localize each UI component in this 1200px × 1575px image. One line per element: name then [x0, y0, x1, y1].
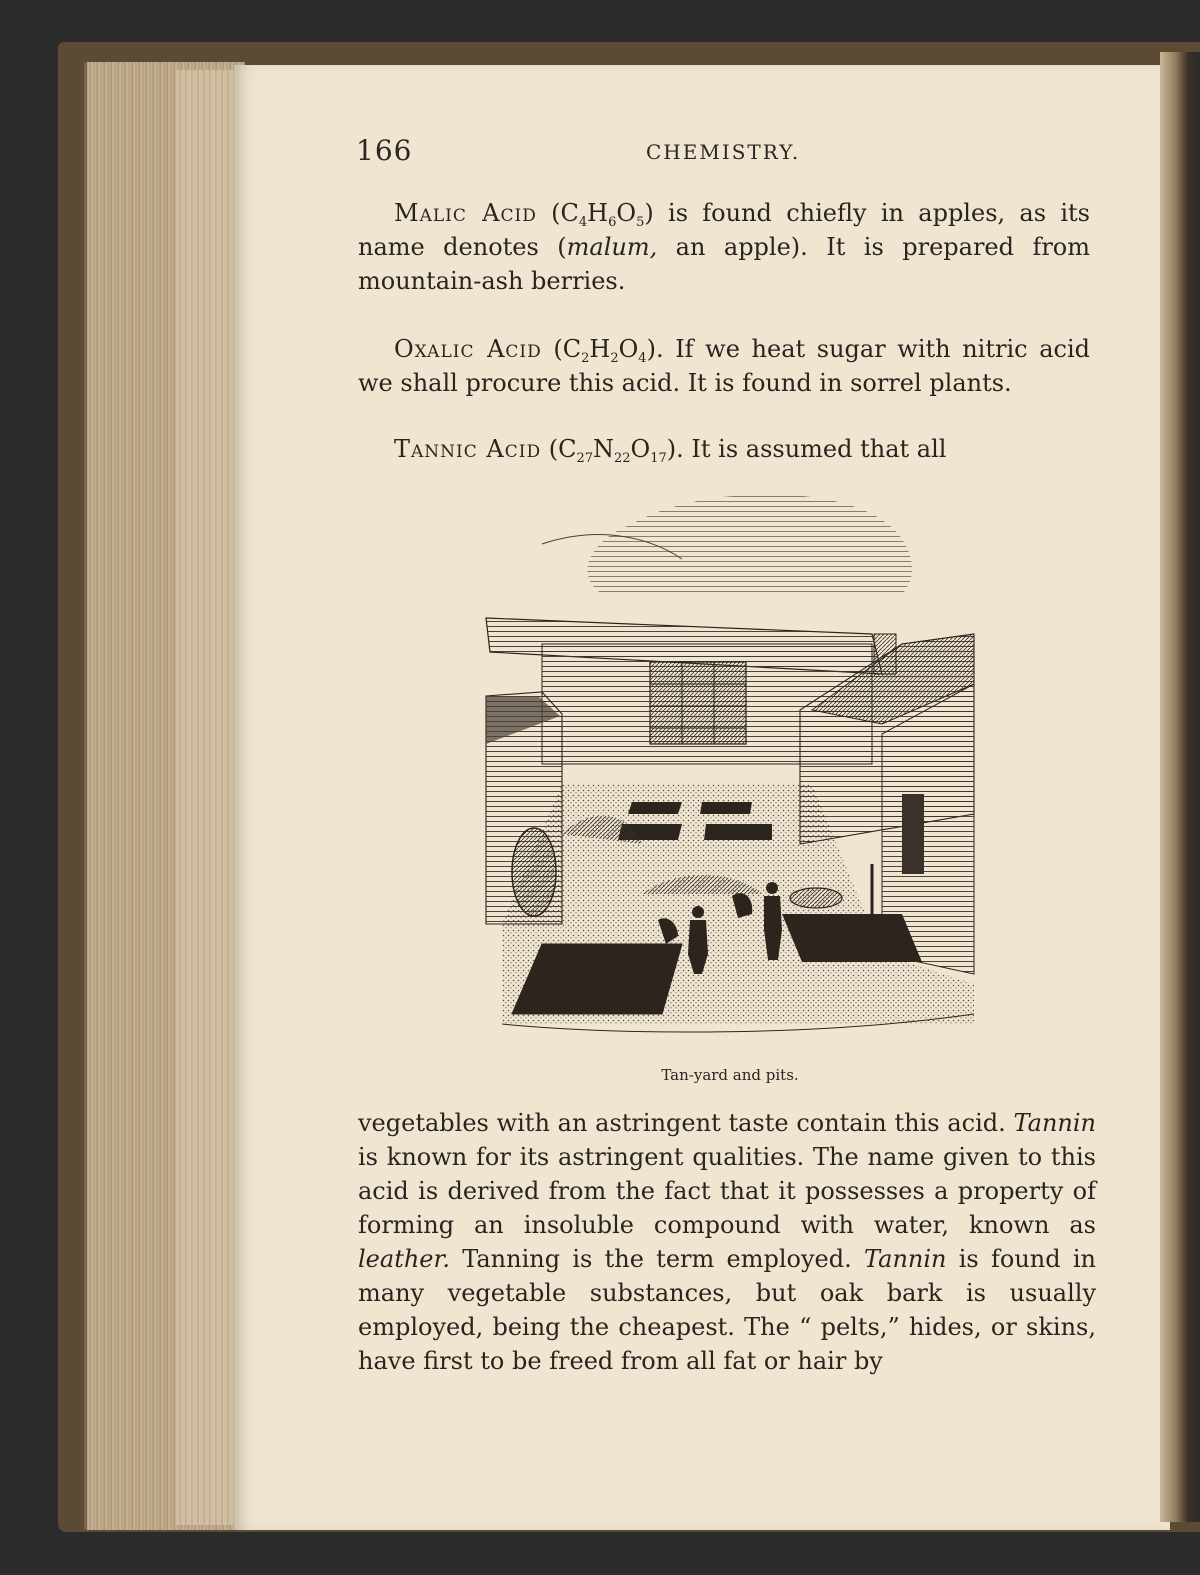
formula-part: O — [618, 335, 639, 363]
formula-part: ). — [666, 435, 684, 463]
subscript: 6 — [608, 215, 617, 230]
formula-part: H — [589, 335, 611, 363]
body-text: is found chiefly in apples, as its name denotes ( — [358, 199, 1090, 261]
formula-part: (C — [541, 435, 577, 463]
body-text: If we heat sugar with nitric acid we shall procure this acid. It is found in sorrel plants. — [358, 335, 1090, 397]
formula-part: ) — [644, 199, 654, 227]
formula-part: (C — [536, 199, 579, 227]
tan-yard-illustration — [482, 484, 978, 1044]
term-tannic-acid: Tannic Acid — [394, 435, 542, 463]
subscript: 4 — [578, 215, 588, 230]
body-text: an apple). It is prepared from mountain-ash berries. — [358, 233, 1091, 295]
term-malic-acid: Malic Acid — [394, 199, 537, 227]
body-text: vegetables with an astringent taste contain this acid. — [358, 1109, 1014, 1137]
paragraph-malic-acid — [358, 196, 1090, 298]
formula-part: ). — [646, 335, 664, 363]
latin-term: malum, — [566, 233, 658, 261]
formula-part: N — [592, 435, 614, 463]
subscript: 5 — [636, 215, 645, 230]
subscript: 4 — [638, 351, 647, 366]
paragraph-oxalic-acid — [358, 332, 1090, 400]
book-gutter — [1160, 52, 1200, 1522]
paragraph-tannin-continuation — [358, 1106, 1096, 1378]
figure-caption: Tan-yard and pits. — [661, 1066, 799, 1084]
subscript: 2 — [581, 351, 590, 366]
paragraph-tannic-acid — [358, 432, 1090, 466]
body-text: It is assumed that all — [683, 435, 947, 463]
body-text: Tanning is the term employed. — [449, 1245, 864, 1273]
page-number: 166 — [356, 134, 413, 167]
page-edges-inner — [176, 70, 242, 1525]
formula-part: H — [587, 199, 609, 227]
italic-term: leather. — [358, 1245, 450, 1273]
subscript: 27 — [576, 451, 593, 466]
body-text: is found in many vegetable substances, but oak bark is usually employed, being the cheapest. The “ pelts,” hides, or skins, have first to be freed from all fat or hair by — [358, 1245, 1097, 1375]
term-oxalic-acid: Oxalic Acid — [394, 335, 542, 363]
formula-part: O — [616, 199, 637, 227]
running-head: CHEMISTRY. — [646, 140, 801, 164]
body-text: is known for its astringent qualities. The name given to this acid is derived from the fact that it possesses a property of forming an insoluble compound with water, known as — [358, 1143, 1096, 1239]
subscript: 22 — [613, 451, 631, 466]
formula-part: (C — [541, 335, 582, 363]
subscript: 2 — [610, 351, 619, 366]
italic-term: Tannin — [1013, 1109, 1096, 1137]
formula-part: O — [630, 435, 651, 463]
italic-term: Tannin — [863, 1245, 947, 1273]
subscript: 17 — [650, 451, 667, 466]
